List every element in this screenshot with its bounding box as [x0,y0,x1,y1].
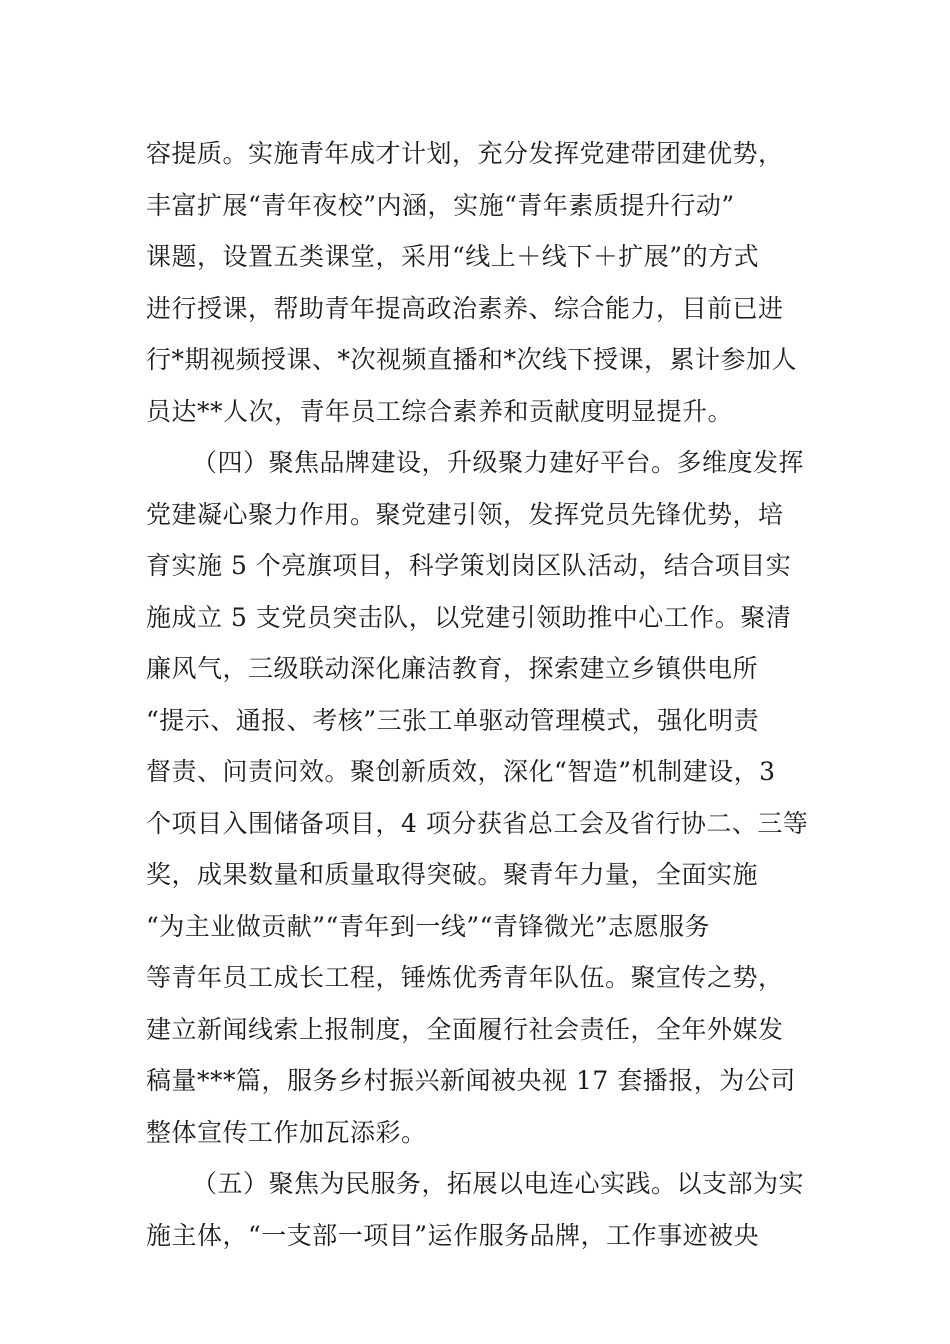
text-line: 施主体，“一支部一项目”运作服务品牌，工作事迹被央 [146,1221,760,1250]
text-line: 督责、问责问效。聚创新质效，深化“智造”机制建设，3 [146,757,776,786]
section-four-heading-line: （四）聚焦品牌建设，升级聚力建好平台。多维度发挥 [192,448,805,477]
text-line: 奖，成果数量和质量取得突破。聚青年力量，全面实施 [146,860,759,889]
text-line: 个项目入围储备项目，4 项分获省总工会及省行协二、三等 [146,809,809,838]
text-line: 整体宣传工作加瓦添彩。 [146,1118,427,1147]
text-line: 党建凝心聚力作用。聚党建引领，发挥党员先锋优势，培 [146,500,784,529]
text-line: “为主业做贡献”“青年到一线”“青锋微光”志愿服务 [146,912,711,941]
text-line: 建立新闻线索上报制度，全面履行社会责任，全年外媒发 [146,1015,784,1044]
text-line: 行*期视频授课、*次视频直播和*次线下授课，累计参加人 [146,345,798,374]
text-line: 员达**人次，青年员工综合素养和贡献度明显提升。 [146,397,734,426]
text-line: 施成立 5 支党员突击队，以党建引领助推中心工作。聚清 [146,603,792,632]
section-five-heading-line: （五）聚焦为民服务，拓展以电连心实践。以支部为实 [192,1169,805,1198]
text-line: 等青年员工成长工程，锤炼优秀青年队伍。聚宣传之势， [146,963,784,992]
text-line: 容提质。实施青年成才计划，充分发挥党建带团建优势， [146,139,784,168]
text-line: “提示、通报、考核”三张工单驱动管理模式，强化明责 [146,706,760,735]
text-line: 廉风气，三级联动深化廉洁教育，探索建立乡镇供电所 [146,654,759,683]
text-line: 课题，设置五类课堂，采用“线上＋线下＋扩展”的方式 [146,242,760,271]
text-line: 育实施 5 个亮旗项目，科学策划岗区队活动，结合项目实 [146,551,792,580]
text-line: 丰富扩展“青年夜校”内涵，实施“青年素质提升行动” [146,191,735,220]
text-line: 稿量***篇，服务乡村振兴新闻被央视 17 套播报，为公司 [146,1066,796,1095]
text-line: 进行授课，帮助青年提高政治素养、综合能力，目前已进 [146,294,784,323]
